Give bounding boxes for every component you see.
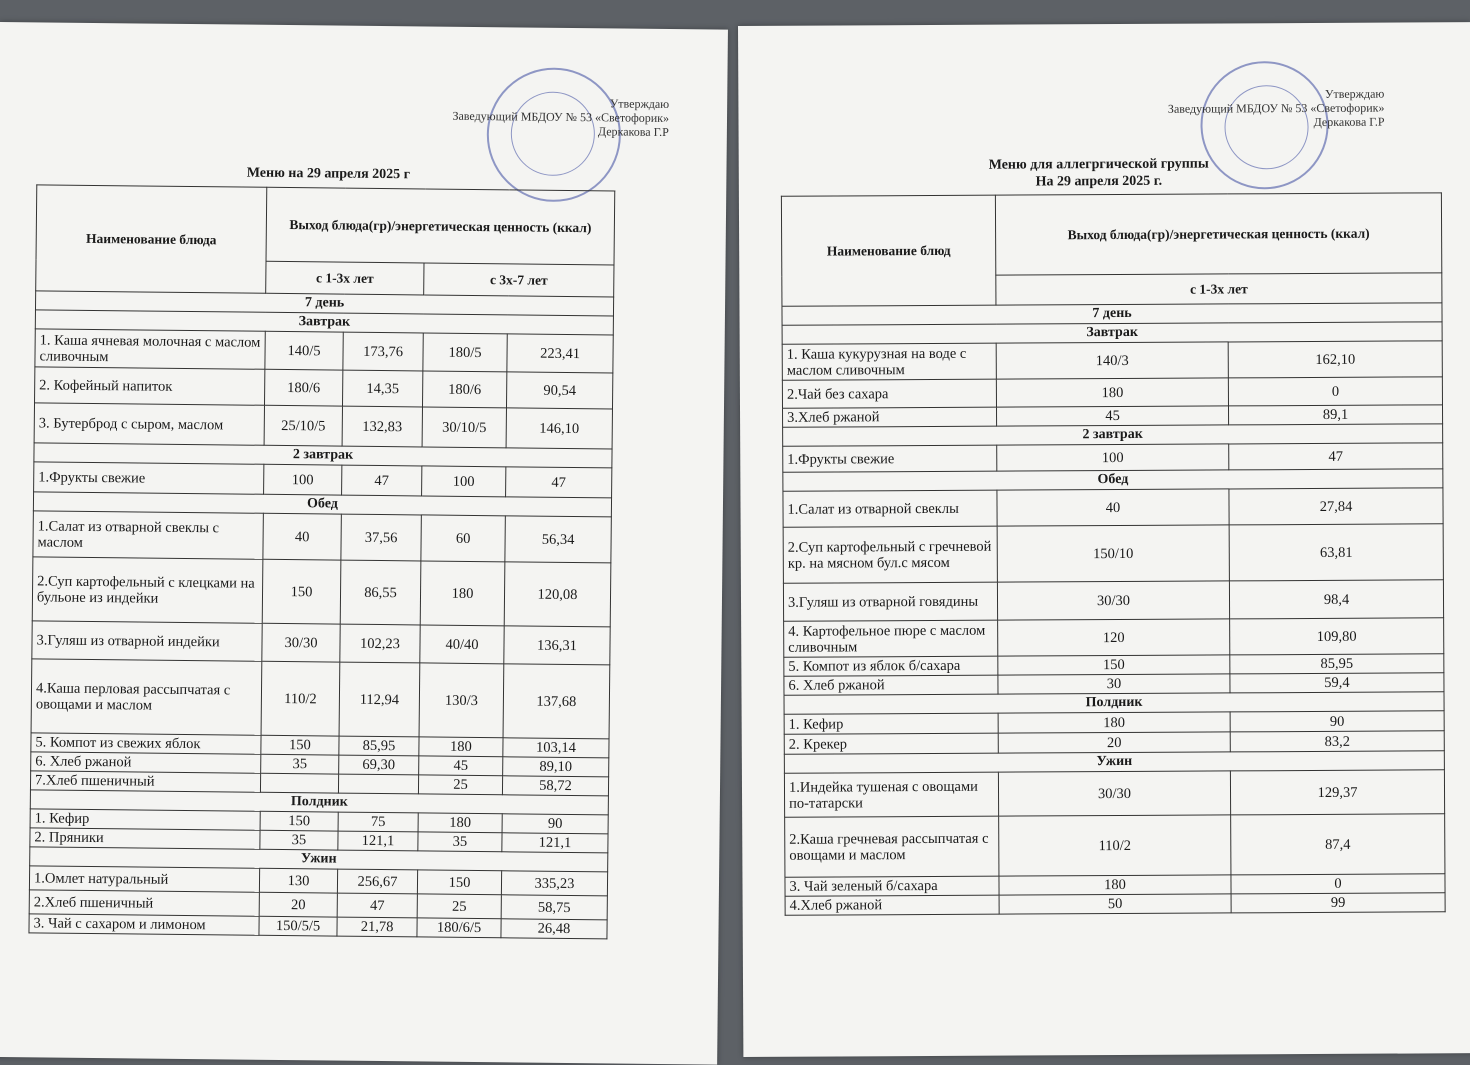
dish-name: 4.Каша перловая рассыпчатая с овощами и маслом [31, 659, 262, 735]
table-row [783, 524, 1443, 583]
meal-section-label: Обед [783, 469, 1443, 491]
dish-name: 2.Чай без сахара [782, 379, 996, 408]
dish-name: 4.Хлеб ржаной [785, 895, 999, 915]
output-age-1-3: 30/30 [998, 771, 1230, 816]
energy-age-1-3: 129,37 [1230, 770, 1444, 815]
output-age-1-3: 20 [998, 732, 1230, 753]
col-output: Выход блюда(гр)/энергетическая ценность (ккал) [266, 187, 615, 265]
output-age-1-3: 150 [260, 811, 338, 831]
energy-age-3-7: 58,72 [502, 776, 608, 796]
meal-section-label: Завтрак [35, 310, 613, 335]
meal-section-label: Обед [33, 492, 611, 517]
output-age-3-7: 180 [420, 561, 505, 626]
menu-table [28, 184, 615, 939]
energy-age-1-3: 89,1 [1228, 405, 1442, 425]
dish-name: 3. Чай зеленый б/сахара [785, 876, 999, 896]
dish-name: 3. Чай с сахаром и лимоном [29, 914, 259, 935]
table-row [785, 893, 1445, 915]
output-age-1-3: 140/3 [996, 342, 1228, 379]
dish-name: 6. Хлеб ржаной [31, 752, 261, 773]
energy-age-3-7: 137,68 [503, 664, 610, 739]
meal-section-label: Завтрак [782, 322, 1442, 344]
energy-age-3-7: 90,54 [506, 372, 612, 409]
energy-age-3-7: 89,10 [503, 757, 609, 777]
day-label: 7 день [35, 291, 613, 316]
output-age-1-3: 100 [997, 444, 1229, 471]
table-row [782, 341, 1442, 380]
energy-age-1-3: 87,4 [1231, 814, 1445, 875]
output-age-1-3: 150 [998, 655, 1230, 675]
table-row [784, 770, 1444, 817]
energy-age-1-3: 69,30 [339, 755, 419, 775]
output-age-1-3: 150 [261, 735, 339, 755]
dish-name: 2. Кофейный напиток [35, 367, 265, 405]
output-age-1-3: 110/2 [261, 661, 340, 736]
meal-section-label: Полдник [30, 790, 608, 815]
approval-label: Утверждаю [609, 96, 670, 112]
energy-age-1-3: 21,78 [337, 917, 417, 937]
table-row [31, 659, 610, 739]
output-age-1-3: 150/10 [997, 525, 1229, 582]
output-age-3-7: 130/3 [419, 663, 504, 738]
page-title [939, 155, 1259, 191]
output-age-1-3: 120 [998, 619, 1230, 656]
approval-name: Деркакова Г.Р [597, 124, 669, 140]
energy-age-3-7: 121,1 [502, 833, 608, 853]
energy-age-1-3: 256,67 [337, 869, 417, 894]
energy-age-1-3: 121,1 [338, 831, 418, 851]
table-row [35, 367, 613, 409]
output-age-1-3: 35 [260, 830, 338, 850]
energy-age-1-3: 63,81 [1229, 524, 1443, 581]
table-row [784, 618, 1444, 657]
output-age-1-3: 50 [999, 894, 1231, 914]
energy-age-3-7: 58,75 [501, 895, 607, 920]
day-label: 7 день [782, 303, 1442, 325]
table-row [785, 814, 1445, 877]
output-age-3-7: 25 [417, 894, 501, 919]
energy-age-1-3: 173,76 [343, 332, 423, 371]
meal-section-label: Ужин [784, 751, 1444, 773]
approval-head: Заведующий МБДОУ № 53 «Светофорик» [1167, 100, 1385, 116]
table-row [32, 557, 611, 627]
output-age-1-3: 180 [998, 712, 1230, 733]
approval-label: Утверждаю [1324, 86, 1385, 101]
dish-name: 6. Хлеб ржаной [784, 675, 998, 695]
output-age-3-7: 180 [419, 737, 503, 757]
dish-name: 1.Фрукты свежие [783, 445, 997, 472]
dish-name: 5. Компот из яблок б/сахара [784, 656, 998, 676]
menu-table [781, 192, 1446, 915]
output-age-1-3: 45 [996, 406, 1228, 426]
energy-age-1-3: 85,95 [339, 736, 419, 756]
dish-name: 1.Салат из отварной свеклы [783, 490, 997, 527]
energy-age-1-3: 162,10 [1228, 341, 1442, 378]
output-age-3-7: 180/6/5 [417, 918, 501, 938]
energy-age-1-3: 85,95 [1230, 654, 1444, 674]
energy-age-1-3: 14,35 [342, 370, 422, 407]
output-age-1-3: 40 [997, 489, 1229, 526]
table-row [783, 580, 1443, 621]
energy-age-1-3: 98,4 [1229, 580, 1443, 619]
table-row [783, 488, 1443, 527]
col-age-1-3: с 1-3х лет [996, 273, 1442, 305]
menu-page-allergy [738, 22, 1470, 1057]
output-age-3-7: 45 [419, 756, 503, 776]
dish-name: 2.Суп картофельный с клецками на бульоне из индейки [32, 557, 263, 623]
energy-age-3-7: 56,34 [505, 516, 611, 563]
energy-age-1-3: 112,94 [339, 662, 420, 737]
output-age-3-7: 30/10/5 [422, 407, 506, 448]
table-row [32, 621, 610, 665]
approval-block [369, 94, 669, 139]
output-age-3-7: 100 [422, 466, 506, 497]
energy-age-1-3: 99 [1231, 893, 1445, 913]
output-age-1-3: 150/5/5 [259, 916, 337, 936]
output-age-1-3: 180 [999, 875, 1231, 895]
energy-age-3-7: 223,41 [507, 334, 613, 373]
output-age-1-3: 100 [264, 464, 342, 495]
dish-name: 3.Хлеб ржаной [783, 407, 997, 427]
output-age-1-3: 20 [259, 892, 337, 917]
energy-age-1-3: 27,84 [1229, 488, 1443, 525]
output-age-1-3: 150 [262, 559, 341, 624]
output-age-1-3: 35 [261, 754, 339, 774]
energy-age-3-7: 47 [506, 467, 612, 498]
output-age-3-7: 40/40 [420, 625, 504, 664]
output-age-3-7: 150 [417, 870, 501, 895]
output-age-1-3: 30 [998, 674, 1230, 694]
meal-section-label: 2 завтрак [34, 443, 612, 468]
energy-age-1-3: 90 [1230, 711, 1444, 732]
output-age-1-3: 140/5 [265, 331, 343, 370]
dish-name: 1.Салат из отварной свеклы с маслом [33, 511, 263, 559]
meal-section-label: Ужин [30, 847, 608, 872]
subtitle-line: На 29 апреля 2025 г. [1035, 173, 1163, 190]
dish-name: 5. Компот из свежих яблок [31, 733, 261, 754]
dish-name: 7.Хлеб пшеничный [30, 771, 260, 792]
energy-age-1-3: 86,55 [340, 560, 421, 625]
col-dish-name: Наименование блюд [781, 195, 996, 306]
energy-age-3-7: 90 [502, 814, 608, 834]
menu-page-general [0, 22, 728, 1065]
approval-name: Деркакова Г.Р [1313, 114, 1385, 129]
dish-name: 1. Каша ячневая молочная с маслом сливочным [35, 329, 265, 369]
output-age-1-3: 30/30 [997, 581, 1229, 620]
energy-age-1-3: 109,80 [1230, 618, 1444, 655]
table-row [782, 377, 1442, 408]
energy-age-1-3: 47 [1229, 443, 1443, 470]
output-age-1-3: 180/6 [265, 369, 343, 406]
title-line: Меню для аллегргической группы [988, 156, 1209, 173]
energy-age-3-7: 136,31 [504, 626, 610, 665]
dish-name: 1.Индейка тушеная с овощами по-татарски [784, 772, 998, 817]
dish-name: 1. Кефир [784, 713, 998, 734]
energy-age-1-3: 59,4 [1230, 673, 1444, 693]
energy-age-1-3: 0 [1228, 377, 1442, 406]
col-dish-name: Наименование блюда [36, 185, 267, 293]
output-age-1-3: 130 [259, 868, 337, 893]
table-row [34, 403, 612, 449]
energy-age-3-7: 146,10 [506, 408, 612, 449]
energy-age-3-7: 120,08 [504, 562, 611, 627]
output-age-1-3: 40 [263, 513, 341, 560]
dish-name: 1. Кефир [30, 809, 260, 830]
col-output: Выход блюда(гр)/энергетическая ценность (ккал) [995, 193, 1441, 275]
energy-age-3-7: 103,14 [503, 738, 609, 758]
approval-head: Заведующий МБДОУ № 53 «Светофорик» [452, 108, 670, 126]
energy-age-3-7: 26,48 [501, 919, 607, 939]
output-age-1-3: 30/30 [262, 623, 340, 662]
output-age-3-7: 180/5 [423, 333, 507, 372]
dish-name: 2.Каша гречневая рассыпчатая с овощами и маслом [785, 816, 999, 877]
energy-age-1-3: 83,2 [1230, 731, 1444, 752]
output-age-3-7: 60 [421, 515, 505, 562]
energy-age-1-3: 47 [342, 465, 422, 496]
col-age-3-7: с 3х-7 лет [424, 263, 614, 297]
energy-age-3-7: 335,23 [501, 871, 607, 896]
output-age-3-7: 180/6 [422, 371, 506, 408]
dish-name: 4. Картофельное пюре с маслом сливочным [784, 620, 998, 657]
col-age-1-3: с 1-3х лет [266, 261, 424, 295]
energy-age-1-3: 37,56 [341, 514, 421, 561]
output-age-1-3 [260, 773, 338, 793]
energy-age-1-3: 75 [338, 812, 418, 832]
dish-name: 2.Суп картофельный с гречневой кр. на мясном бул.с мясом [783, 526, 997, 583]
output-age-1-3: 110/2 [999, 815, 1231, 876]
dish-name: 2. Пряники [30, 828, 260, 849]
dish-name: 1.Омлет натуральный [29, 866, 259, 892]
dish-name: 3. Бутерброд с сыром, маслом [34, 403, 264, 445]
energy-age-1-3: 102,23 [340, 624, 420, 663]
meal-section-label: 2 завтрак [783, 424, 1443, 446]
energy-age-1-3: 47 [337, 893, 417, 918]
approval-block [1084, 87, 1384, 131]
output-age-3-7: 25 [418, 775, 502, 795]
output-age-3-7: 35 [418, 832, 502, 852]
output-age-3-7: 180 [418, 813, 502, 833]
table-row [33, 511, 611, 563]
energy-age-1-3 [338, 774, 418, 794]
dish-name: 3.Гуляш из отварной говядины [783, 582, 997, 621]
energy-age-1-3: 132,83 [342, 406, 422, 447]
table-row [783, 443, 1443, 472]
output-age-1-3: 180 [996, 378, 1228, 407]
dish-name: 2.Хлеб пшеничный [29, 890, 259, 916]
output-age-1-3: 25/10/5 [264, 405, 342, 446]
dish-name: 3.Гуляш из отварной индейки [32, 621, 262, 661]
dish-name: 1.Фрукты свежие [34, 462, 264, 494]
dish-name: 2. Крекер [784, 733, 998, 754]
table-row [35, 329, 613, 373]
page-title: Меню на 29 апреля 2025 г [246, 165, 411, 183]
dish-name: 1. Каша кукурузная на воде с маслом сливочным [782, 343, 996, 380]
energy-age-1-3: 0 [1231, 874, 1445, 894]
meal-section-label: Полдник [784, 692, 1444, 714]
